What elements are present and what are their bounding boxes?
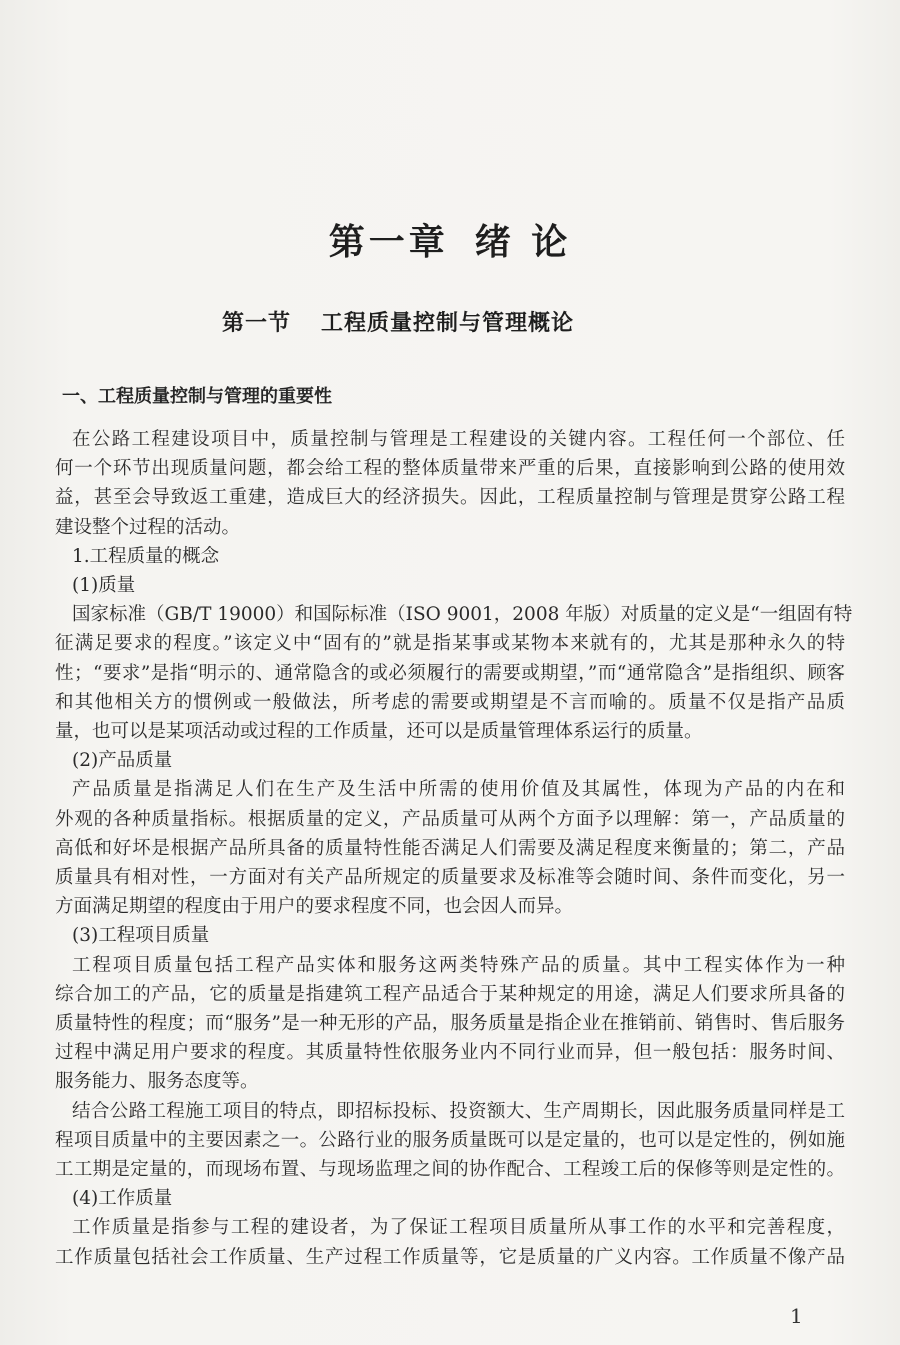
text-line: 外观的各种质量指标。根据质量的定义，产品质量可从两个方面予以理解：第一，产品质量的	[55, 808, 846, 830]
text-line: (2)产品质量	[72, 750, 173, 772]
chapter-name: 绪 论	[474, 221, 572, 263]
text-line: 工作质量是指参与工程的建设者，为了保证工程项目质量所从事工作的水平和完善程度，	[72, 1217, 847, 1239]
text-line: 和其他相关方的惯例或一般做法，所考虑的需要或期望是不言而喻的。质量不仅是指产品质	[55, 691, 847, 713]
text-line: (4)工作质量	[72, 1188, 173, 1210]
text-line: 性；“要求”是指“明示的、通常隐含的或必须履行的需要或期望，”而“通常隐含”是指组织、顾客	[55, 662, 846, 684]
text-line: 工程项目质量包括工程产品实体和服务这两类特殊产品的质量。其中工程实体作为一种	[72, 954, 847, 976]
text-line: 征满足要求的程度。”该定义中“固有的”就是指某事或某物本来就有的，尤其是那种永久的特	[55, 633, 847, 655]
text-line: 结合公路工程施工项目的特点，即招标投标、投资额大、生产周期长，因此服务质量同样是工	[72, 1100, 846, 1122]
section-number: 第一节	[222, 310, 292, 336]
text-line: 工作质量包括社会工作质量、生产过程工作质量等，它是质量的广义内容。工作质量不像产品	[55, 1246, 846, 1268]
text-line: 何一个环节出现质量问题，都会给工程的整体质量带来严重的后果，直接影响到公路的使用效	[55, 458, 846, 480]
chapter-title	[0, 214, 900, 265]
text-line: 服务能力、服务态度等。	[55, 1071, 259, 1093]
text-line: 1.工程质量的概念	[72, 545, 220, 567]
section-name: 工程质量控制与管理概论	[321, 310, 575, 336]
text-line: 质量特性的程度；而“服务”是一种无形的产品，服务质量是指企业在推销前、销售时、售后服务	[55, 1013, 846, 1034]
text-line: 过程中满足用户要求的程度。其质量特性依服务业内不同行业而异，但一般包括：服务时间、	[55, 1042, 846, 1064]
text-line: 产品质量是指满足人们在生产及生活中所需的使用价值及其属性，体现为产品的内在和	[72, 779, 847, 801]
subheading: 一、工程质量控制与管理的重要性	[62, 386, 332, 407]
text-line: (1)质量	[72, 575, 136, 596]
text-line: 方面满足期望的程度由于用户的要求程度不同，也会因人而异。	[55, 896, 574, 918]
text-line: 综合加工的产品，它的质量是指建筑工程产品适合于某种规定的用途，满足人们要求所具备的	[55, 983, 846, 1005]
text-line: 质量具有相对性，一方面对有关产品所规定的质量要求及标准等会随时间、条件而变化，另一	[55, 867, 846, 888]
text-line: 高低和好坏是根据产品所具备的质量特性能否满足人们需要及满足程度来衡量的；第二，产品	[55, 837, 846, 859]
text-line: 工工期是定量的，而现场布置、与现场监理之间的协作配合、工程竣工后的保修等则是定性的。	[55, 1159, 846, 1180]
text-line: 在公路工程建设项目中，质量控制与管理是工程建设的关键内容。工程任何一个部位、任	[72, 429, 847, 450]
text-line: 程项目质量中的主要因素之一。公路行业的服务质量既可以是定量的，也可以是定性的，例如施	[55, 1129, 846, 1151]
text-line: 国家标准（GB/T 19000）和国际标准（ISO 9001，2008 年版）对质量的定义是“一组固有特	[72, 604, 853, 626]
page-number: 1	[790, 1304, 803, 1328]
text-line: 量，也可以是某项活动或过程的工作质量，还可以是质量管理体系运行的质量。	[55, 721, 703, 742]
text-line: 益，甚至会导致返工重建，造成巨大的经济损失。因此，工程质量控制与管理是贯穿公路工程	[55, 487, 846, 509]
text-line: (3)工程项目质量	[72, 925, 210, 947]
text-line: 建设整个过程的活动。	[55, 516, 241, 538]
chapter-number: 第一章	[328, 221, 449, 263]
section-title	[222, 306, 574, 337]
